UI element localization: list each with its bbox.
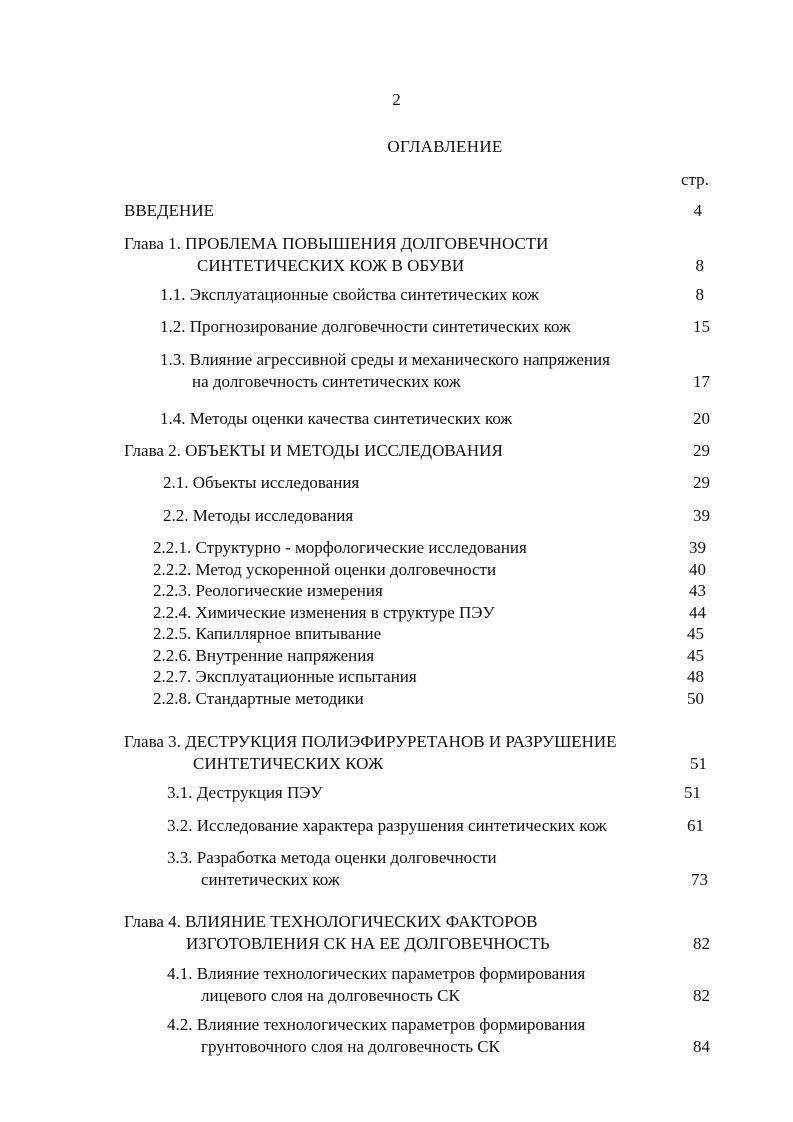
- toc-entry-page: 82: [693, 934, 710, 953]
- toc-entry-text: Глава 4. ВЛИЯНИЕ ТЕХНОЛОГИЧЕСКИХ ФАКТОРОВ: [124, 912, 538, 931]
- toc-entry-page: 45: [687, 624, 704, 643]
- toc-entry-page: 17: [693, 372, 710, 391]
- toc-entry-text: 2.2.2. Метод ускоренной оценки долговечности: [153, 560, 497, 579]
- toc-entry-text: 1.4. Методы оценки качества синтетических кож: [160, 409, 513, 428]
- toc-entry-page: 45: [687, 646, 704, 665]
- toc-entry-text: 3.2. Исследование характера разрушения синтетических кож: [167, 816, 607, 835]
- toc-entry-page: 4: [693, 201, 702, 220]
- toc-entry-page: 51: [690, 754, 707, 773]
- toc-entry-text: Глава 1. ПРОБЛЕМА ПОВЫШЕНИЯ ДОЛГОВЕЧНОСТИ: [124, 234, 549, 253]
- toc-entry-text: 1.2. Прогнозирование долговечности синтетических кож: [160, 317, 571, 336]
- toc-entry-page: 39: [693, 506, 710, 525]
- toc-entry-text-continued: СИНТЕТИЧЕСКИХ КОЖ В ОБУВИ: [197, 256, 465, 275]
- toc-entry-page: 20: [693, 409, 710, 428]
- toc-entry-page: 15: [693, 317, 710, 336]
- toc-entry-page: 39: [689, 538, 706, 557]
- toc-entry-page: 40: [689, 560, 706, 579]
- toc-entry-text-continued: на долговечность синтетических кож: [192, 372, 461, 391]
- toc-entry-page: 50: [687, 689, 704, 708]
- toc-entry-page: 8: [695, 256, 704, 275]
- toc-entry-text-continued: синтетических кож: [201, 870, 340, 889]
- toc-entry-page: 29: [693, 473, 710, 492]
- toc-entry-text: 2.2.6. Внутренние напряжения: [153, 646, 375, 665]
- toc-entry-text: 1.1. Эксплуатационные свойства синтетических кож: [160, 285, 539, 304]
- toc-entry-text-continued: СИНТЕТИЧЕСКИХ КОЖ: [193, 754, 384, 773]
- toc-entry-text: 2.2.7. Эксплуатационные испытания: [153, 667, 417, 686]
- toc-entry-page: 84: [693, 1037, 710, 1056]
- toc-entry-text: 2.2.4. Химические изменения в структуре ПЭУ: [153, 603, 495, 622]
- toc-entry-page: 43: [689, 581, 706, 600]
- toc-entry-text: 4.1. Влияние технологических параметров формирования: [167, 964, 586, 983]
- toc-entry-text: Глава 3. ДЕСТРУКЦИЯ ПОЛИЭФИРУРЕТАНОВ И РАЗРУШЕНИЕ: [124, 732, 617, 751]
- toc-entry-page: 48: [687, 667, 704, 686]
- toc-entry-text: 4.2. Влияние технологических параметров формирования: [167, 1015, 586, 1034]
- toc-entry-text: 3.1. Деструкция ПЭУ: [167, 783, 323, 802]
- toc-entry-text: 2.2.1. Структурно - морфологические исследования: [153, 538, 527, 557]
- toc-entry-text: 2.2.8. Стандартные методики: [153, 689, 364, 708]
- toc-entry-page: 29: [693, 441, 710, 460]
- toc-entry-page: 82: [693, 986, 710, 1005]
- toc-entry-page: 61: [687, 816, 704, 835]
- toc-entry-page: 51: [684, 783, 701, 802]
- toc-entry-text-continued: лицевого слоя на долговечность СК: [201, 986, 460, 1005]
- toc-entry-text: 2.2. Методы исследования: [163, 506, 354, 525]
- toc-entry-page: 73: [691, 870, 708, 889]
- page-number: 2: [392, 90, 401, 109]
- toc-entry-text: 2.2.5. Капиллярное впитывание: [153, 624, 382, 643]
- page-column-label: стр.: [681, 170, 709, 189]
- toc-entry-text-continued: ИЗГОТОВЛЕНИЯ СК НА ЕЕ ДОЛГОВЕЧНОСТЬ: [186, 934, 550, 953]
- toc-title: ОГЛАВЛЕНИЕ: [387, 137, 503, 156]
- toc-entry-page: 44: [689, 603, 706, 622]
- toc-entry-text: 1.3. Влияние агрессивной среды и механического напряжения: [160, 350, 610, 369]
- toc-entry-text: 2.2.3. Реологические измерения: [153, 581, 383, 600]
- toc-entry-page: 8: [695, 285, 704, 304]
- toc-entry-text: 2.1. Объекты исследования: [163, 473, 360, 492]
- toc-entry-text: Глава 2. ОБЪЕКТЫ И МЕТОДЫ ИССЛЕДОВАНИЯ: [124, 441, 503, 460]
- toc-entry-text-continued: грунтовочного слоя на долговечность СК: [201, 1037, 500, 1056]
- toc-entry-text: 3.3. Разработка метода оценки долговечности: [167, 848, 497, 867]
- toc-entry-text: ВВЕДЕНИЕ: [124, 201, 214, 220]
